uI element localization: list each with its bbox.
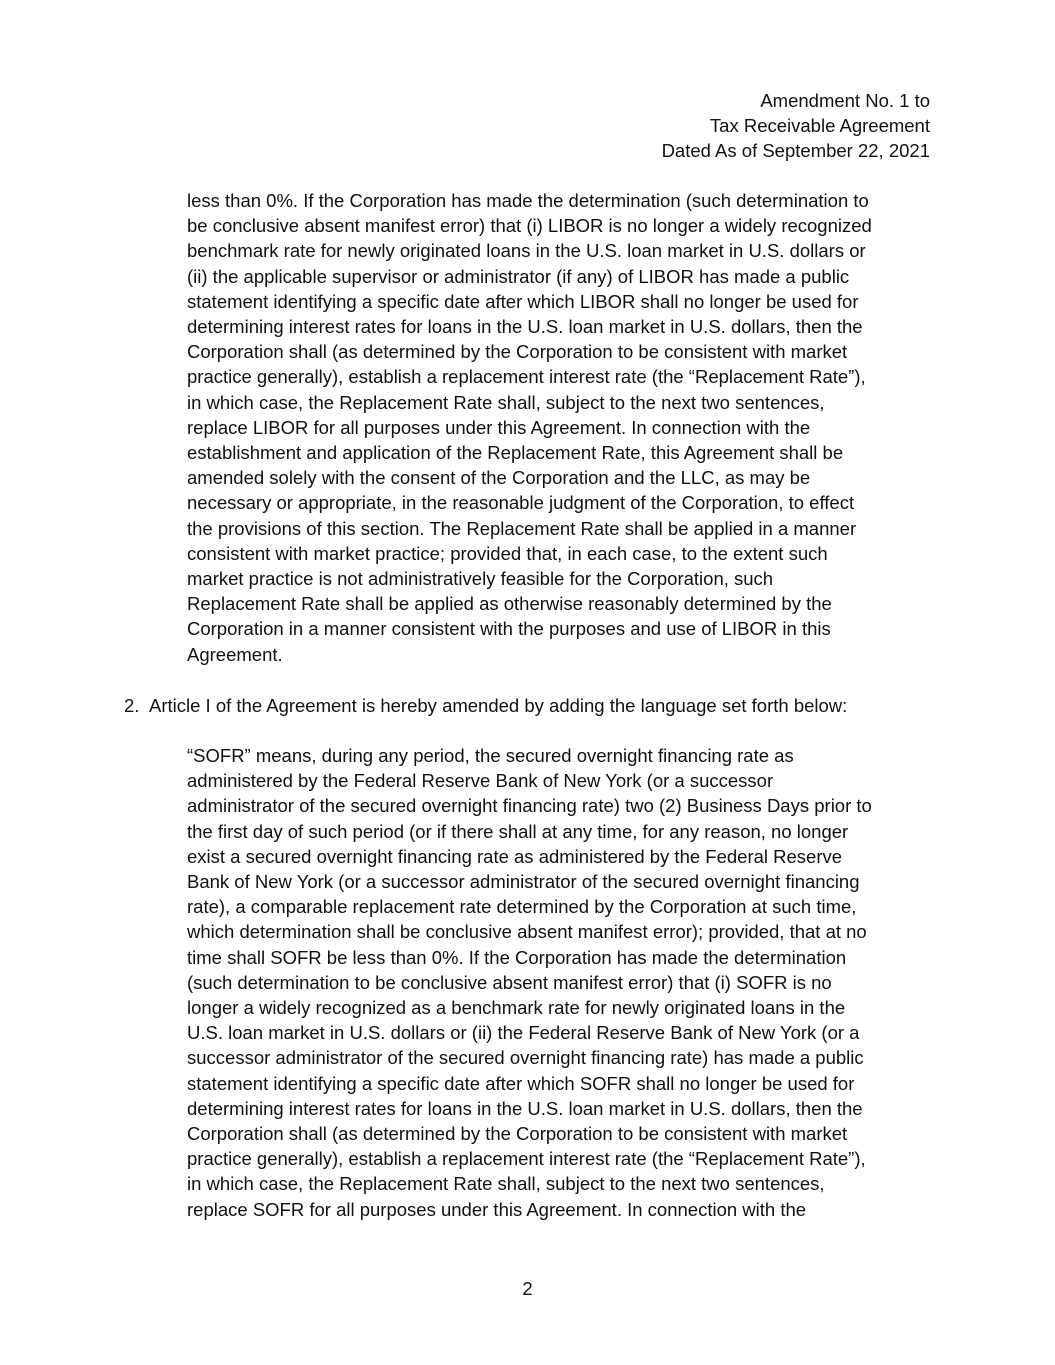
paragraph-line: market practice is not administratively feasible for the Corporation, such bbox=[187, 568, 774, 590]
paragraph-line: (ii) the applicable supervisor or administrator (if any) of LIBOR has made a public bbox=[187, 265, 850, 287]
paragraph-line: practice generally), establish a replacement interest rate (the “Replacement Rate”), bbox=[187, 366, 866, 388]
libor-paragraph bbox=[187, 188, 947, 667]
paragraph-line: successor administrator of the secured overnight financing rate) has made a public bbox=[187, 1047, 864, 1069]
paragraph-line: benchmark rate for newly originated loans in the U.S. loan market in U.S. dollars or bbox=[187, 240, 866, 262]
item-text: Article I of the Agreement is hereby amended by adding the language set forth below: bbox=[149, 695, 848, 716]
paragraph-line: practice generally), establish a replacement interest rate (the “Replacement Rate”), bbox=[187, 1148, 866, 1170]
paragraph-line: time shall SOFR be less than 0%. If the Corporation has made the determination bbox=[187, 946, 847, 968]
document-header bbox=[662, 88, 930, 164]
paragraph-line: determining interest rates for loans in the U.S. loan market in U.S. dollars, then the bbox=[187, 316, 863, 338]
paragraph-line: exist a secured overnight financing rate as administered by the Federal Reserve bbox=[187, 845, 843, 867]
amendment-item-2 bbox=[124, 693, 847, 718]
paragraph-line: administrator of the secured overnight financing rate) two (2) Business Days prior to bbox=[187, 795, 872, 817]
page-number: 2 bbox=[522, 1278, 533, 1299]
paragraph-line: Bank of New York (or a successor administrator of the secured overnight financing bbox=[187, 871, 860, 893]
paragraph-line: “SOFR” means, during any period, the secured overnight financing rate as bbox=[187, 745, 794, 766]
paragraph-line: Corporation shall (as determined by the Corporation to be consistent with market bbox=[187, 1123, 848, 1145]
paragraph-line: replace SOFR for all purposes under this Agreement. In connection with the bbox=[187, 1198, 807, 1220]
paragraph-line: replace LIBOR for all purposes under this Agreement. In connection with the bbox=[187, 416, 811, 438]
paragraph-line: Corporation in a manner consistent with the purposes and use of LIBOR in this bbox=[187, 618, 831, 640]
paragraph-line: (such determination to be conclusive absent manifest error) that (i) SOFR is no bbox=[187, 971, 832, 993]
paragraph-line: which determination shall be conclusive absent manifest error); provided, that at no bbox=[187, 921, 867, 943]
paragraph-line: amended solely with the consent of the Corporation and the LLC, as may be bbox=[187, 467, 811, 489]
paragraph-line: in which case, the Replacement Rate shall, subject to the next two sentences, bbox=[187, 1173, 825, 1195]
paragraph-line: statement identifying a specific date after which LIBOR shall no longer be used for bbox=[187, 290, 859, 312]
paragraph-line: necessary or appropriate, in the reasonable judgment of the Corporation, to effect bbox=[187, 492, 855, 514]
paragraph-line: longer a widely recognized as a benchmark rate for newly originated loans in the bbox=[187, 997, 846, 1019]
item-number: 2. bbox=[124, 695, 140, 716]
paragraph-line: statement identifying a specific date after which SOFR shall no longer be used for bbox=[187, 1072, 855, 1094]
header-date-line: Dated As of September 22, 2021 bbox=[661, 140, 930, 162]
paragraph-line: consistent with market practice; provided that, in each case, to the extent such bbox=[187, 542, 828, 564]
paragraph-line: the first day of such period (or if there shall at any time, for any reason, no longer bbox=[187, 820, 849, 842]
paragraph-line: administered by the Federal Reserve Bank of New York (or a successor bbox=[187, 770, 774, 792]
paragraph-line: in which case, the Replacement Rate shall, subject to the next two sentences, bbox=[187, 391, 825, 413]
paragraph-line: establishment and application of the Replacement Rate, this Agreement shall be bbox=[187, 442, 844, 464]
paragraph-line: the provisions of this section. The Replacement Rate shall be applied in a manner bbox=[187, 517, 857, 539]
sofr-definition-paragraph bbox=[187, 743, 947, 1222]
header-agreement-line: Tax Receivable Agreement bbox=[709, 115, 930, 137]
paragraph-line: rate), a comparable replacement rate determined by the Corporation at such time, bbox=[187, 896, 857, 918]
paragraph-line: Replacement Rate shall be applied as otherwise reasonably determined by the bbox=[187, 593, 832, 615]
paragraph-line: U.S. loan market in U.S. dollars or (ii) the Federal Reserve Bank of New York (or a bbox=[187, 1022, 860, 1044]
header-amendment-line: Amendment No. 1 to bbox=[760, 90, 930, 111]
paragraph-line: Agreement. bbox=[187, 643, 283, 665]
paragraph-line: less than 0%. If the Corporation has made the determination (such determination to bbox=[187, 190, 869, 211]
paragraph-line: be conclusive absent manifest error) that (i) LIBOR is no longer a widely recognized bbox=[187, 215, 872, 237]
paragraph-line: Corporation shall (as determined by the Corporation to be consistent with market bbox=[187, 341, 848, 363]
paragraph-line: determining interest rates for loans in the U.S. loan market in U.S. dollars, then the bbox=[187, 1097, 863, 1119]
